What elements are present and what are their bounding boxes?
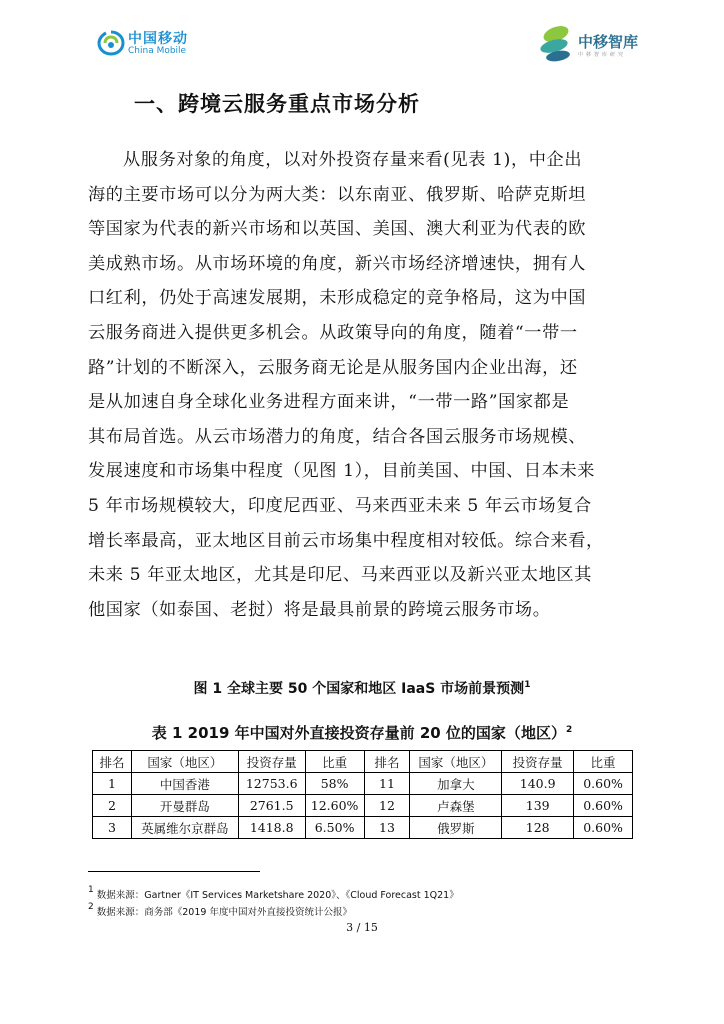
table-cell: 6.50% (305, 817, 364, 839)
paragraph-line: 未来 5 年亚太地区，尤其是印尼、马来西亚以及新兴亚太地区其 (88, 565, 592, 586)
table-footnote-ref[interactable]: 2 (565, 725, 573, 735)
table-body (93, 773, 633, 839)
cm-think-tank-logo (536, 20, 646, 64)
table-cell: 11 (364, 773, 410, 795)
paragraph-line: 增长率最高，亚太地区目前云市场集中程度相对较低。综合来看， (88, 530, 604, 551)
paragraph-line: 发展速度和市场集中程度（见图 1），目前美国、中国、日本未来 (88, 461, 596, 482)
table-cell: 12 (364, 795, 410, 817)
table-cell: 1418.8 (238, 817, 305, 839)
table-header-cell: 国家（地区） (131, 751, 238, 773)
table-cell: 140.9 (502, 773, 574, 795)
china-mobile-logo-en: China Mobile (128, 46, 187, 56)
table-header-cell: 排名 (93, 751, 132, 773)
table-cell: 中国香港 (131, 773, 238, 795)
table-row (93, 773, 633, 795)
footnote-1: $^1$ 数据来源：Gartner《IT Services Marketshare 2020》、《Cloud Forecast 1Q21》 (88, 885, 459, 901)
table-cell: 128 (502, 817, 574, 839)
table-caption (0, 722, 724, 743)
table-cell: 0.60% (574, 773, 633, 795)
paragraph-line: 云服务商进入提供更多机会。从政策导向的角度，随着“一带一 (88, 322, 578, 343)
footnote-separator (88, 871, 260, 872)
table-cell: 2 (93, 795, 132, 817)
table-row (93, 817, 633, 839)
table-header-cell: 国家（地区） (410, 751, 502, 773)
paragraph-line: 海的主要市场可以分为两大类：以东南亚、俄罗斯、哈萨克斯坦 (88, 184, 587, 205)
china-mobile-logo-cn: 中国移动 (128, 31, 188, 47)
think-tank-logo-icon (536, 20, 576, 64)
page-number: 3 / 15 (346, 921, 378, 934)
table-cell: 12.60% (305, 795, 364, 817)
paragraph-line: 其布局首选。从云市场潜力的角度，结合各国云服务市场规模、 (88, 426, 587, 447)
figure-caption (0, 678, 724, 698)
china-mobile-logo-icon (96, 28, 126, 58)
table-cell: 加拿大 (410, 773, 502, 795)
paragraph-line: 美成熟市场。从市场环境的角度，新兴市场经济增速快，拥有人 (88, 253, 587, 274)
table-header-cell: 比重 (305, 751, 364, 773)
table-cell: 卢森堡 (410, 795, 502, 817)
paragraph-line: 路”计划的不断深入，云服务商无论是从服务国内企业出海，还 (88, 357, 578, 378)
section-heading: 一、跨境云服务重点市场分析 (134, 92, 420, 116)
table-cell: 俄罗斯 (410, 817, 502, 839)
table-header-row (93, 751, 633, 773)
table-cell: 12753.6 (238, 773, 305, 795)
table-cell: 13 (364, 817, 410, 839)
china-mobile-logo (96, 26, 206, 62)
paragraph-line: 5 年市场规模较大，印度尼西亚、马来西亚未来 5 年云市场复合 (88, 495, 592, 516)
table-header-cell: 投资存量 (502, 751, 574, 773)
table-cell: 英属维尔京群岛 (131, 817, 238, 839)
body-paragraph (88, 143, 640, 627)
table-cell: 58% (305, 773, 364, 795)
table-cell: 3 (93, 817, 132, 839)
paragraph-line: 从服务对象的角度，以对外投资存量来看(见表 1)，中企出 (123, 150, 583, 170)
table-header-cell: 投资存量 (238, 751, 305, 773)
table-caption-text: 表 1 2019 年中国对外直接投资存量前 20 位的国家（地区） (151, 724, 566, 742)
think-tank-logo-sub: 中移智库研究 (578, 52, 627, 58)
footnote-2: $^2$ 数据来源：商务部《2019 年度中国对外直接投资统计公报》 (88, 902, 352, 918)
paragraph-line: 是从加速自身全球化业务进程方面来讲，“一带一路”国家都是 (88, 392, 570, 413)
table-cell: 开曼群岛 (131, 795, 238, 817)
table-cell: 1 (93, 773, 132, 795)
table-cell: 2761.5 (238, 795, 305, 817)
paragraph-line: 等国家为代表的新兴市场和以英国、美国、澳大利亚为代表的欧 (88, 219, 587, 240)
figure-footnote-ref[interactable]: 1 (524, 680, 531, 690)
table-cell: 0.60% (574, 795, 633, 817)
paragraph-line: 他国家（如泰国、老挝）将是最具前景的跨境云服务市场。 (88, 599, 551, 620)
figure-caption-text: 图 1 全球主要 50 个国家和地区 IaaS 市场前景预测 (193, 681, 525, 697)
table-cell: 0.60% (574, 817, 633, 839)
table-row (93, 795, 633, 817)
table-cell: 139 (502, 795, 574, 817)
table-header-cell: 比重 (574, 751, 633, 773)
investment-table (92, 750, 633, 839)
table-header-cell: 排名 (364, 751, 410, 773)
paragraph-line: 口红利，仍处于高速发展期，未形成稳定的竞争格局，这为中国 (88, 288, 587, 309)
think-tank-logo-cn: 中移智库 (578, 33, 639, 51)
